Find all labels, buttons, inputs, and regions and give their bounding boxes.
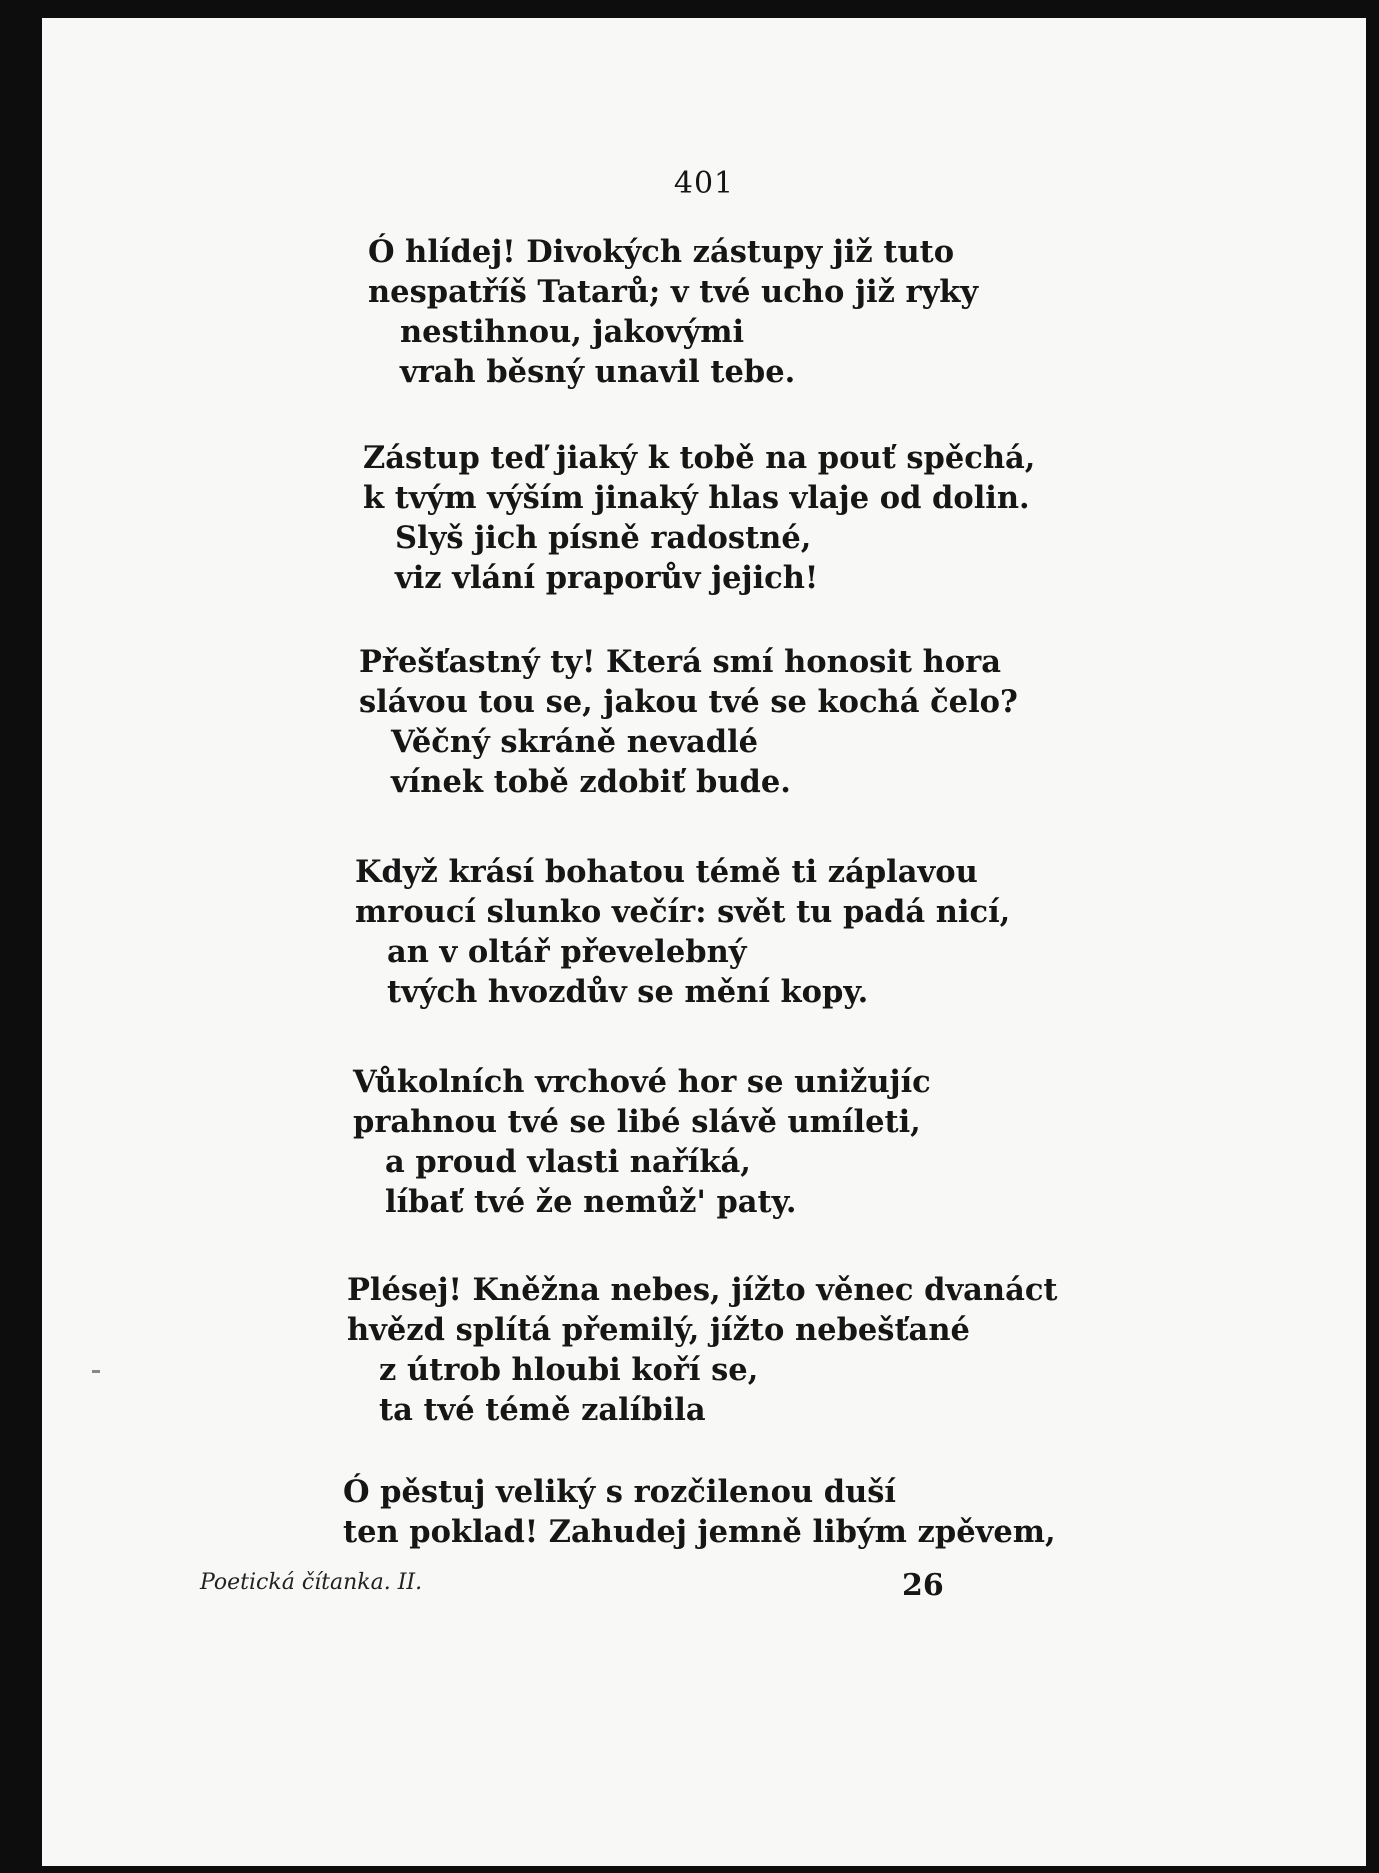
verse-line: mroucí slunko večír: svět tu padá nicí, <box>355 894 1011 930</box>
verse-line: ta tvé témě zalíbila <box>379 1392 706 1428</box>
stanza-7 <box>343 1472 1056 1552</box>
verse-line: k tvým výším jinaký hlas vlaje od dolin. <box>363 480 1030 516</box>
verse-line: nestihnou, jakovými <box>400 314 745 350</box>
verse-line: z útrob hloubi koří se, <box>379 1352 759 1388</box>
verse-line: prahnou tvé se libé slávě umíleti, <box>353 1104 921 1140</box>
stanza-5 <box>353 1062 931 1222</box>
verse-line: viz vlání praporův jejich! <box>395 560 819 596</box>
verse-line: Když krásí bohatou témě ti záplavou <box>355 854 978 890</box>
signature-mark: 26 <box>902 1568 944 1603</box>
verse-line: tvých hvozdův se mění kopy. <box>387 974 869 1010</box>
verse-line: an v oltář převelebný <box>387 934 747 970</box>
stanza-1 <box>368 232 978 392</box>
stanza-4 <box>355 852 1010 1012</box>
verse-line: vrah běsný unavil tebe. <box>400 354 796 390</box>
stanza-3 <box>359 642 1018 802</box>
verse-line: Ó hlídej! Divokých zástupy již tuto <box>368 234 955 270</box>
verse-line: hvězd splítá přemilý, jížto nebešťané <box>347 1312 970 1348</box>
verse-line: Plésej! Kněžna nebes, jížto věnec dvanáct <box>347 1272 1058 1308</box>
stanza-6 <box>347 1270 1058 1430</box>
book-page <box>42 18 1366 1866</box>
verse-line: slávou tou se, jakou tvé se kochá čelo? <box>359 684 1018 720</box>
verse-line: Ó pěstuj veliký s rozčilenou duší <box>343 1474 897 1510</box>
verse-line: Slyš jich písně radostné, <box>395 520 812 556</box>
stanza-2 <box>363 438 1035 598</box>
verse-line: Zástup teď jiaký k tobě na pouť spěchá, <box>363 440 1036 476</box>
verse-line: nespatříš Tatarů; v tvé ucho již ryky <box>368 274 979 310</box>
verse-line: Věčný skráně nevadlé <box>391 724 759 760</box>
verse-line: ten poklad! Zahudej jemně libým zpěvem, <box>343 1514 1056 1550</box>
book-title-footer: Poetická čítanka. II. <box>200 1570 423 1595</box>
verse-line: a proud vlasti naříká, <box>385 1144 751 1180</box>
verse-line: vínek tobě zdobiť bude. <box>391 764 791 800</box>
verse-line: Vůkolních vrchové hor se unižujíc <box>353 1064 931 1100</box>
page-number: 401 <box>673 166 735 201</box>
verse-line: líbať tvé že nemůž' paty. <box>385 1184 797 1220</box>
scan-speck <box>92 1370 100 1373</box>
verse-line: Přešťastný ty! Která smí honosit hora <box>359 644 1001 680</box>
